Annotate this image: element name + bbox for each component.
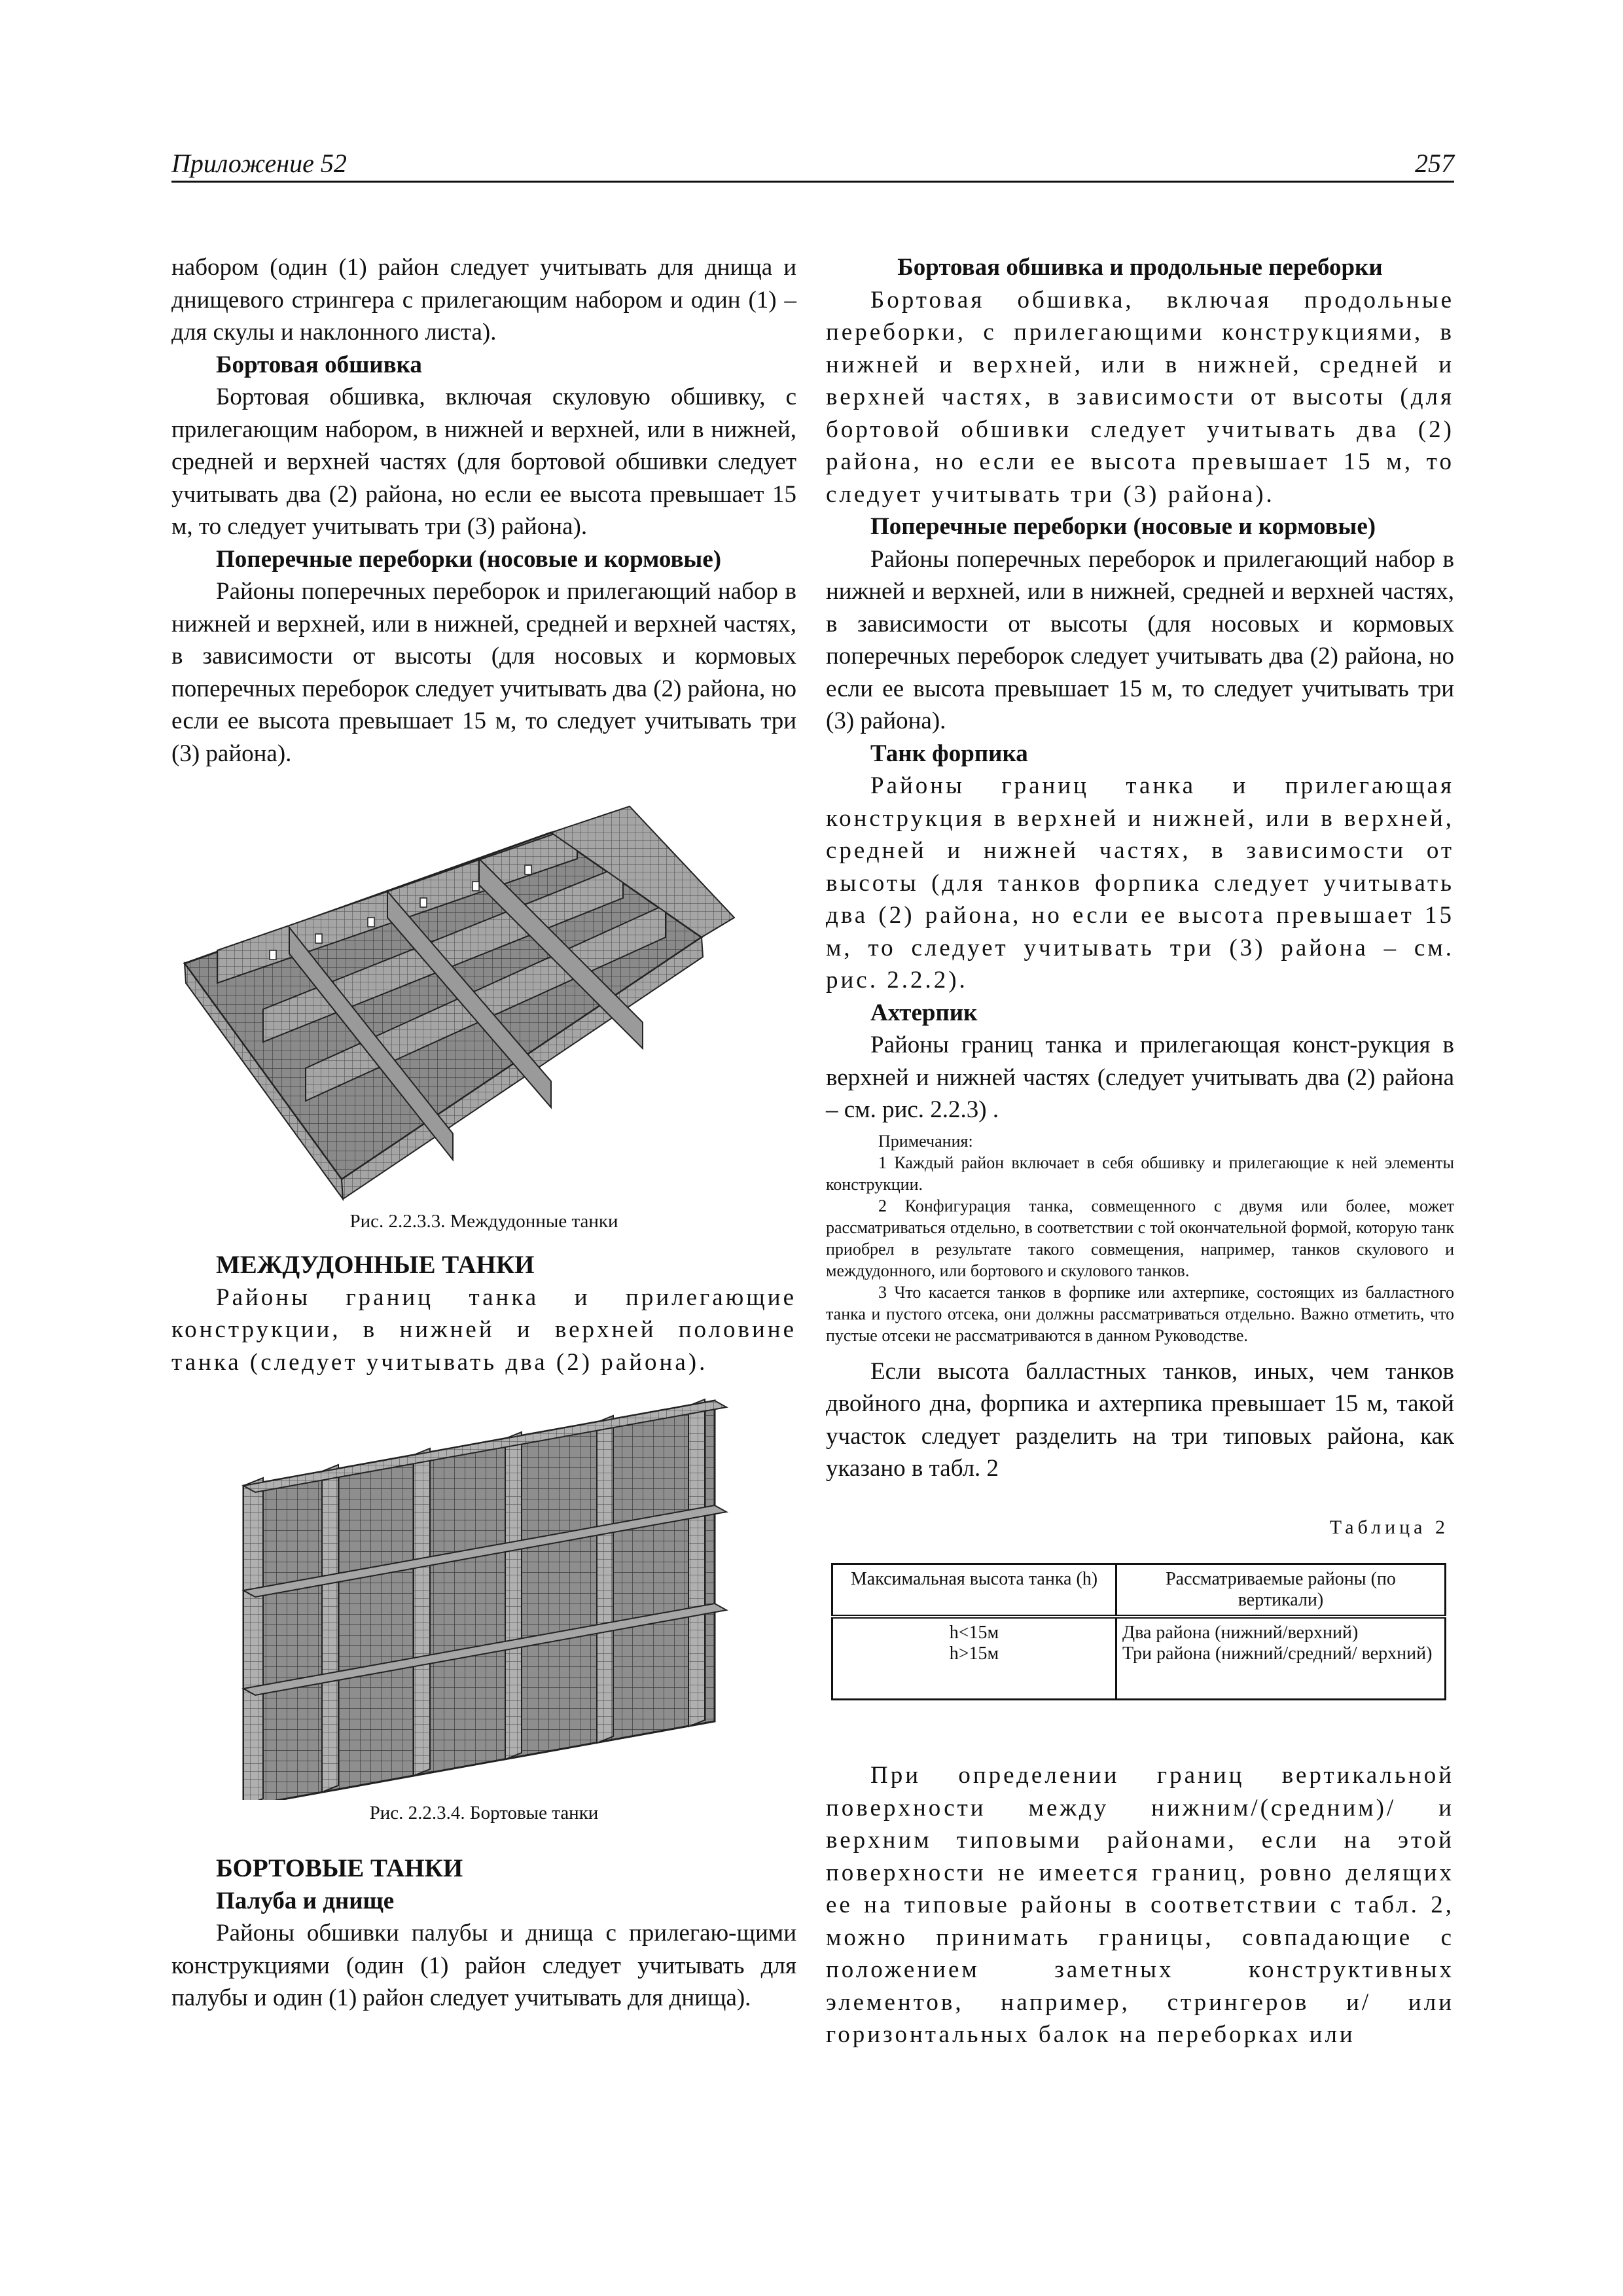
table-cell-value: Два района (нижний/верхний) — [1122, 1623, 1359, 1643]
section-heading: Танк форпика — [870, 740, 1028, 767]
section-heading: Поперечные переборки (носовые и кормовые) — [870, 513, 1376, 540]
figure-caption: Рис. 2.2.3.3. Междудонные танки — [349, 1211, 618, 1232]
table-cell — [1116, 1617, 1446, 1700]
note-item: 3 Что касается танков в форпике или ахтерпике, состоящих из балластного танка и пустого отсека, они должны рассматриваться отдельно. Важно отметить, что пустые отсеки не рассматриваются в данном Руководстве. — [826, 1282, 1454, 1345]
paragraph: Районы границ танка и прилегающие конструкции, в нижней и верхней половине танка (следует учитывать два (2) района). — [171, 1283, 796, 1376]
running-header — [171, 143, 1454, 182]
table-title: Таблица 2 — [1329, 1516, 1449, 1538]
double-bottom-tanks-image — [171, 793, 796, 1212]
table-2 — [831, 1563, 1446, 1700]
header-appendix-title: Приложение 52 — [171, 149, 347, 178]
table-header-cell: Рассматриваемые районы (по вертикали) — [1116, 1564, 1446, 1617]
notes-block — [826, 1130, 1454, 1346]
notes-label: Примечания: — [878, 1131, 973, 1151]
page-number: 257 — [1415, 149, 1454, 178]
figure-side-tanks — [171, 1394, 796, 1800]
note-item: 1 Каждый район включает в себя обшивку и прилегающие к ней элементы конструкции. — [826, 1153, 1454, 1194]
side-tanks-image — [171, 1394, 796, 1800]
section-heading: Поперечные переборки (носовые и кормовые) — [216, 545, 722, 573]
section-heading: Ахтерпик — [870, 999, 978, 1026]
paragraph: При определении границ вертикальной поверхности между нижним/(средним)/ и верхним типовыми районами, если на этой поверхности не имеется границ, ровно делящих ее на типовые районы в соответствии с табл. 2, можно принимать границы, совпадающие с положением заметных конструктивных элементов, например, стрингеров и/ или горизонтальных балок на переборках или — [826, 1762, 1454, 2048]
section-heading: БОРТОВЫЕ ТАНКИ — [216, 1854, 463, 1882]
paragraph: Если высота балластных танков, иных, чем танков двойного дна, форпика и ахтерпика превышает 15 м, такой участок следует разделить на три типовых района, как указано в табл. 2 — [826, 1357, 1454, 1482]
note-item: 2 Конфигурация танка, совмещенного с двумя или более, может рассматриваться отдельно, в соответствии с той окончательной формой, которую танк приобрел в результате такого совмещения, например, танков скулового и междудонного, или бортового и скулового танков. — [826, 1196, 1454, 1280]
left-column — [171, 251, 796, 2015]
table-cell-value: h<15м — [949, 1623, 999, 1643]
table-cell-value: h>15м — [949, 1643, 999, 1664]
table-cell-value: Три района (нижний/средний/ верхний) — [1122, 1643, 1433, 1664]
section-heading: Бортовая обшивка — [216, 351, 422, 378]
paragraph: набором (один (1) район следует учитывать для днища и днищевого стрингера с прилегающим набором и один (1) – для скулы и наклонного листа). — [171, 254, 796, 346]
table-row — [832, 1617, 1446, 1700]
paragraph: Бортовая обшивка, включая скуловую обшивку, с прилегающим набором, в нижней и верхней, или в нижней, средней и верхней частях (для бортовой обшивки следует учитывать два (2) района, но если ее высота превышает 15 м, то следует учитывать три (3) района). — [171, 384, 796, 540]
figure-double-bottom-tanks — [171, 793, 796, 1212]
paragraph: Районы границ танка и прилегающая конст-рукция в верхней и нижней частях (следует учитывать два (2) района – см. рис. 2.2.3) . — [826, 1031, 1454, 1123]
figure-caption: Рис. 2.2.3.4. Бортовые танки — [369, 1803, 599, 1823]
paragraph: Районы обшивки палубы и днища с прилегаю-щими конструкциями (один (1) район следует учитывать для палубы и один (1) район следует учитывать для днища). — [171, 1920, 796, 2011]
paragraph: Районы поперечных переборок и прилегающий набор в нижней и верхней, или в нижней, средней и верхней частях, в зависимости от высоты (для носовых и кормовых поперечных переборок следует учитывать два (2) района, но если ее высота превышает 15 м, то следует учитывать три (3) района). — [826, 545, 1454, 734]
table-header-row — [832, 1564, 1446, 1617]
paragraph: Бортовая обшивка, включая продольные переборки, с прилегающими конструкциями, в нижней и верхней, или в нижней, средней и верхней частях, в зависимости от высоты (для бортовой обшивки следует учитывать два (2) района, но если ее высота превышает 15 м, то следует учитывать три (3) района). — [826, 286, 1454, 508]
section-heading: Бортовая обшивка и продольные переборки — [897, 254, 1383, 281]
table-header-cell: Максимальная высота танка (h) — [832, 1564, 1116, 1617]
right-column — [826, 251, 1454, 2051]
section-heading: МЕЖДУДОННЫЕ ТАНКИ — [216, 1251, 535, 1279]
table-cell — [832, 1617, 1116, 1700]
section-heading: Палуба и днище — [216, 1887, 395, 1914]
header-rule — [171, 181, 1454, 183]
paragraph: Районы поперечных переборок и прилегающий набор в нижней и верхней, или в нижней, средней и верхней частях, в зависимости от высоты (для носовых и кормовых поперечных переборок следует учитывать два (2) района, но если ее высота превышает 15 м, то следует учитывать три (3) района). — [171, 578, 796, 767]
paragraph: Районы границ танка и прилегающая конструкция в верхней и нижней, или в верхней, средней и нижней частях, в зависимости от высоты (для танков форпика следует учитывать два (2) района, но если ее высота превышает 15 м, то следует учитывать три (3) района – см. рис. 2.2.2). — [826, 772, 1454, 994]
